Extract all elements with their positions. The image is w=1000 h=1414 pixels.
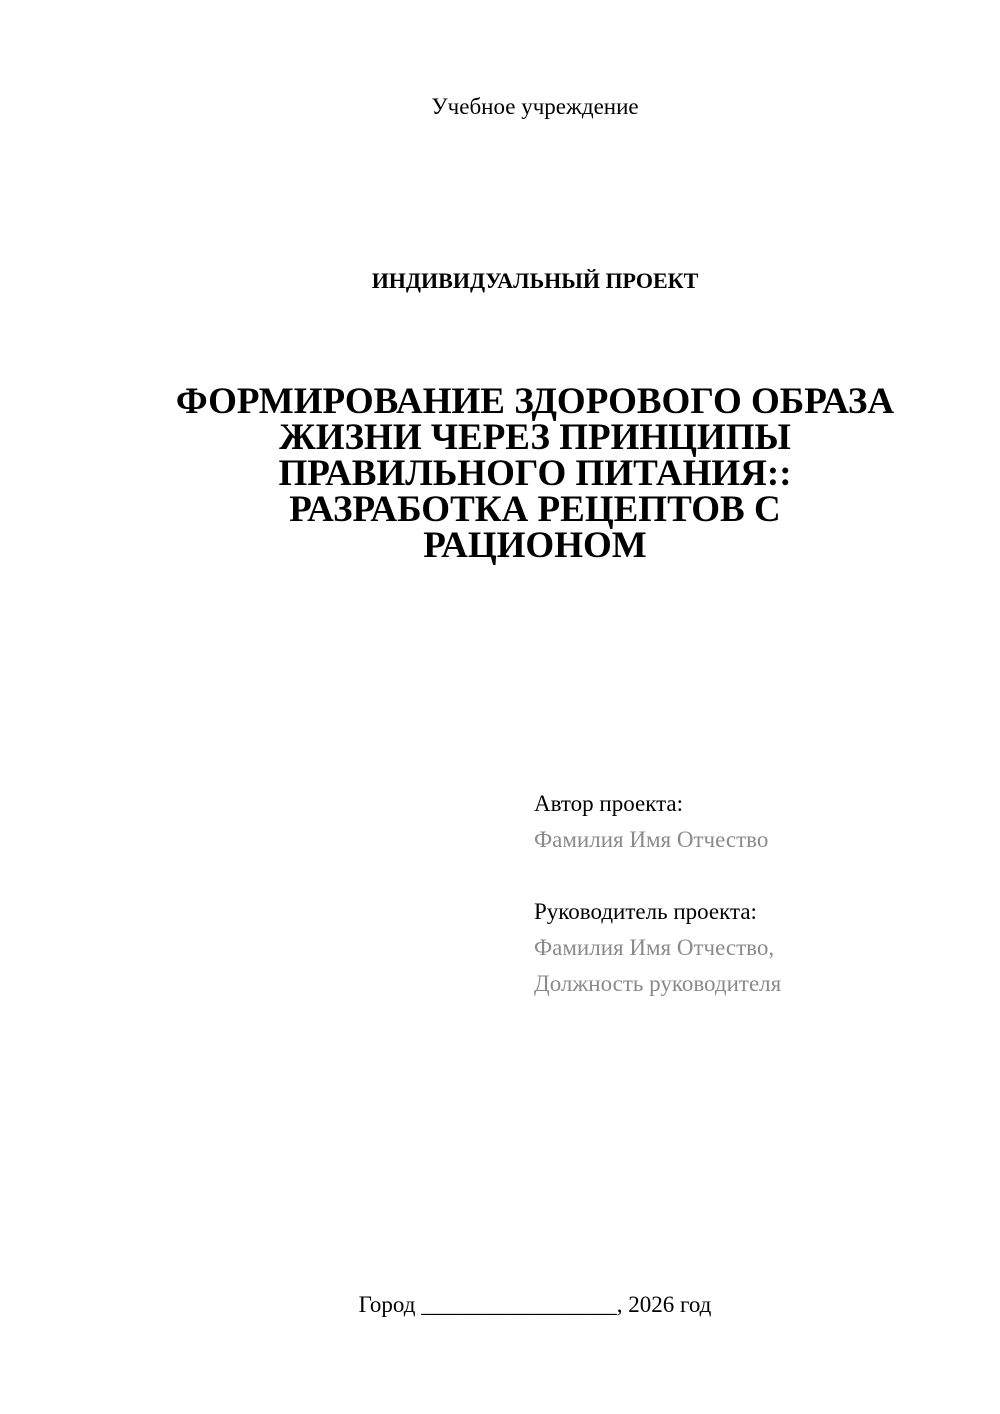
project-title-line: ПРАВИЛЬНОГО ПИТАНИЯ:: <box>278 453 792 494</box>
supervisor-position-placeholder: Должность руководителя <box>534 971 782 996</box>
project-title <box>150 381 920 566</box>
supervisor-name-placeholder: Фамилия Имя Отчество, <box>534 935 775 960</box>
author-label: Автор проекта: <box>534 791 683 816</box>
project-title-line: РАЗРАБОТКА РЕЦЕПТОВ С <box>289 489 781 530</box>
city-year-line <box>150 1290 920 1320</box>
project-title-line: ЖИЗНИ ЧЕРЕЗ ПРИНЦИПЫ <box>279 417 791 458</box>
project-title-line: РАЦИОНОМ <box>423 525 647 566</box>
city-blank: _________________ <box>421 1292 617 1317</box>
city-label: Город <box>358 1292 416 1317</box>
project-type-heading: ИНДИВИДУАЛЬНЫЙ ПРОЕКТ <box>371 268 699 293</box>
project-title-line: ФОРМИРОВАНИЕ ЗДОРОВОГО ОБРАЗА <box>175 381 895 422</box>
authors-block <box>534 786 974 1002</box>
institution-name: Учебное учреждение <box>431 94 639 119</box>
authors-spacer <box>534 858 974 894</box>
year-text: , 2026 год <box>616 1292 712 1317</box>
supervisor-label: Руководитель проекта: <box>534 899 757 924</box>
author-name-placeholder: Фамилия Имя Отчество <box>534 827 769 852</box>
